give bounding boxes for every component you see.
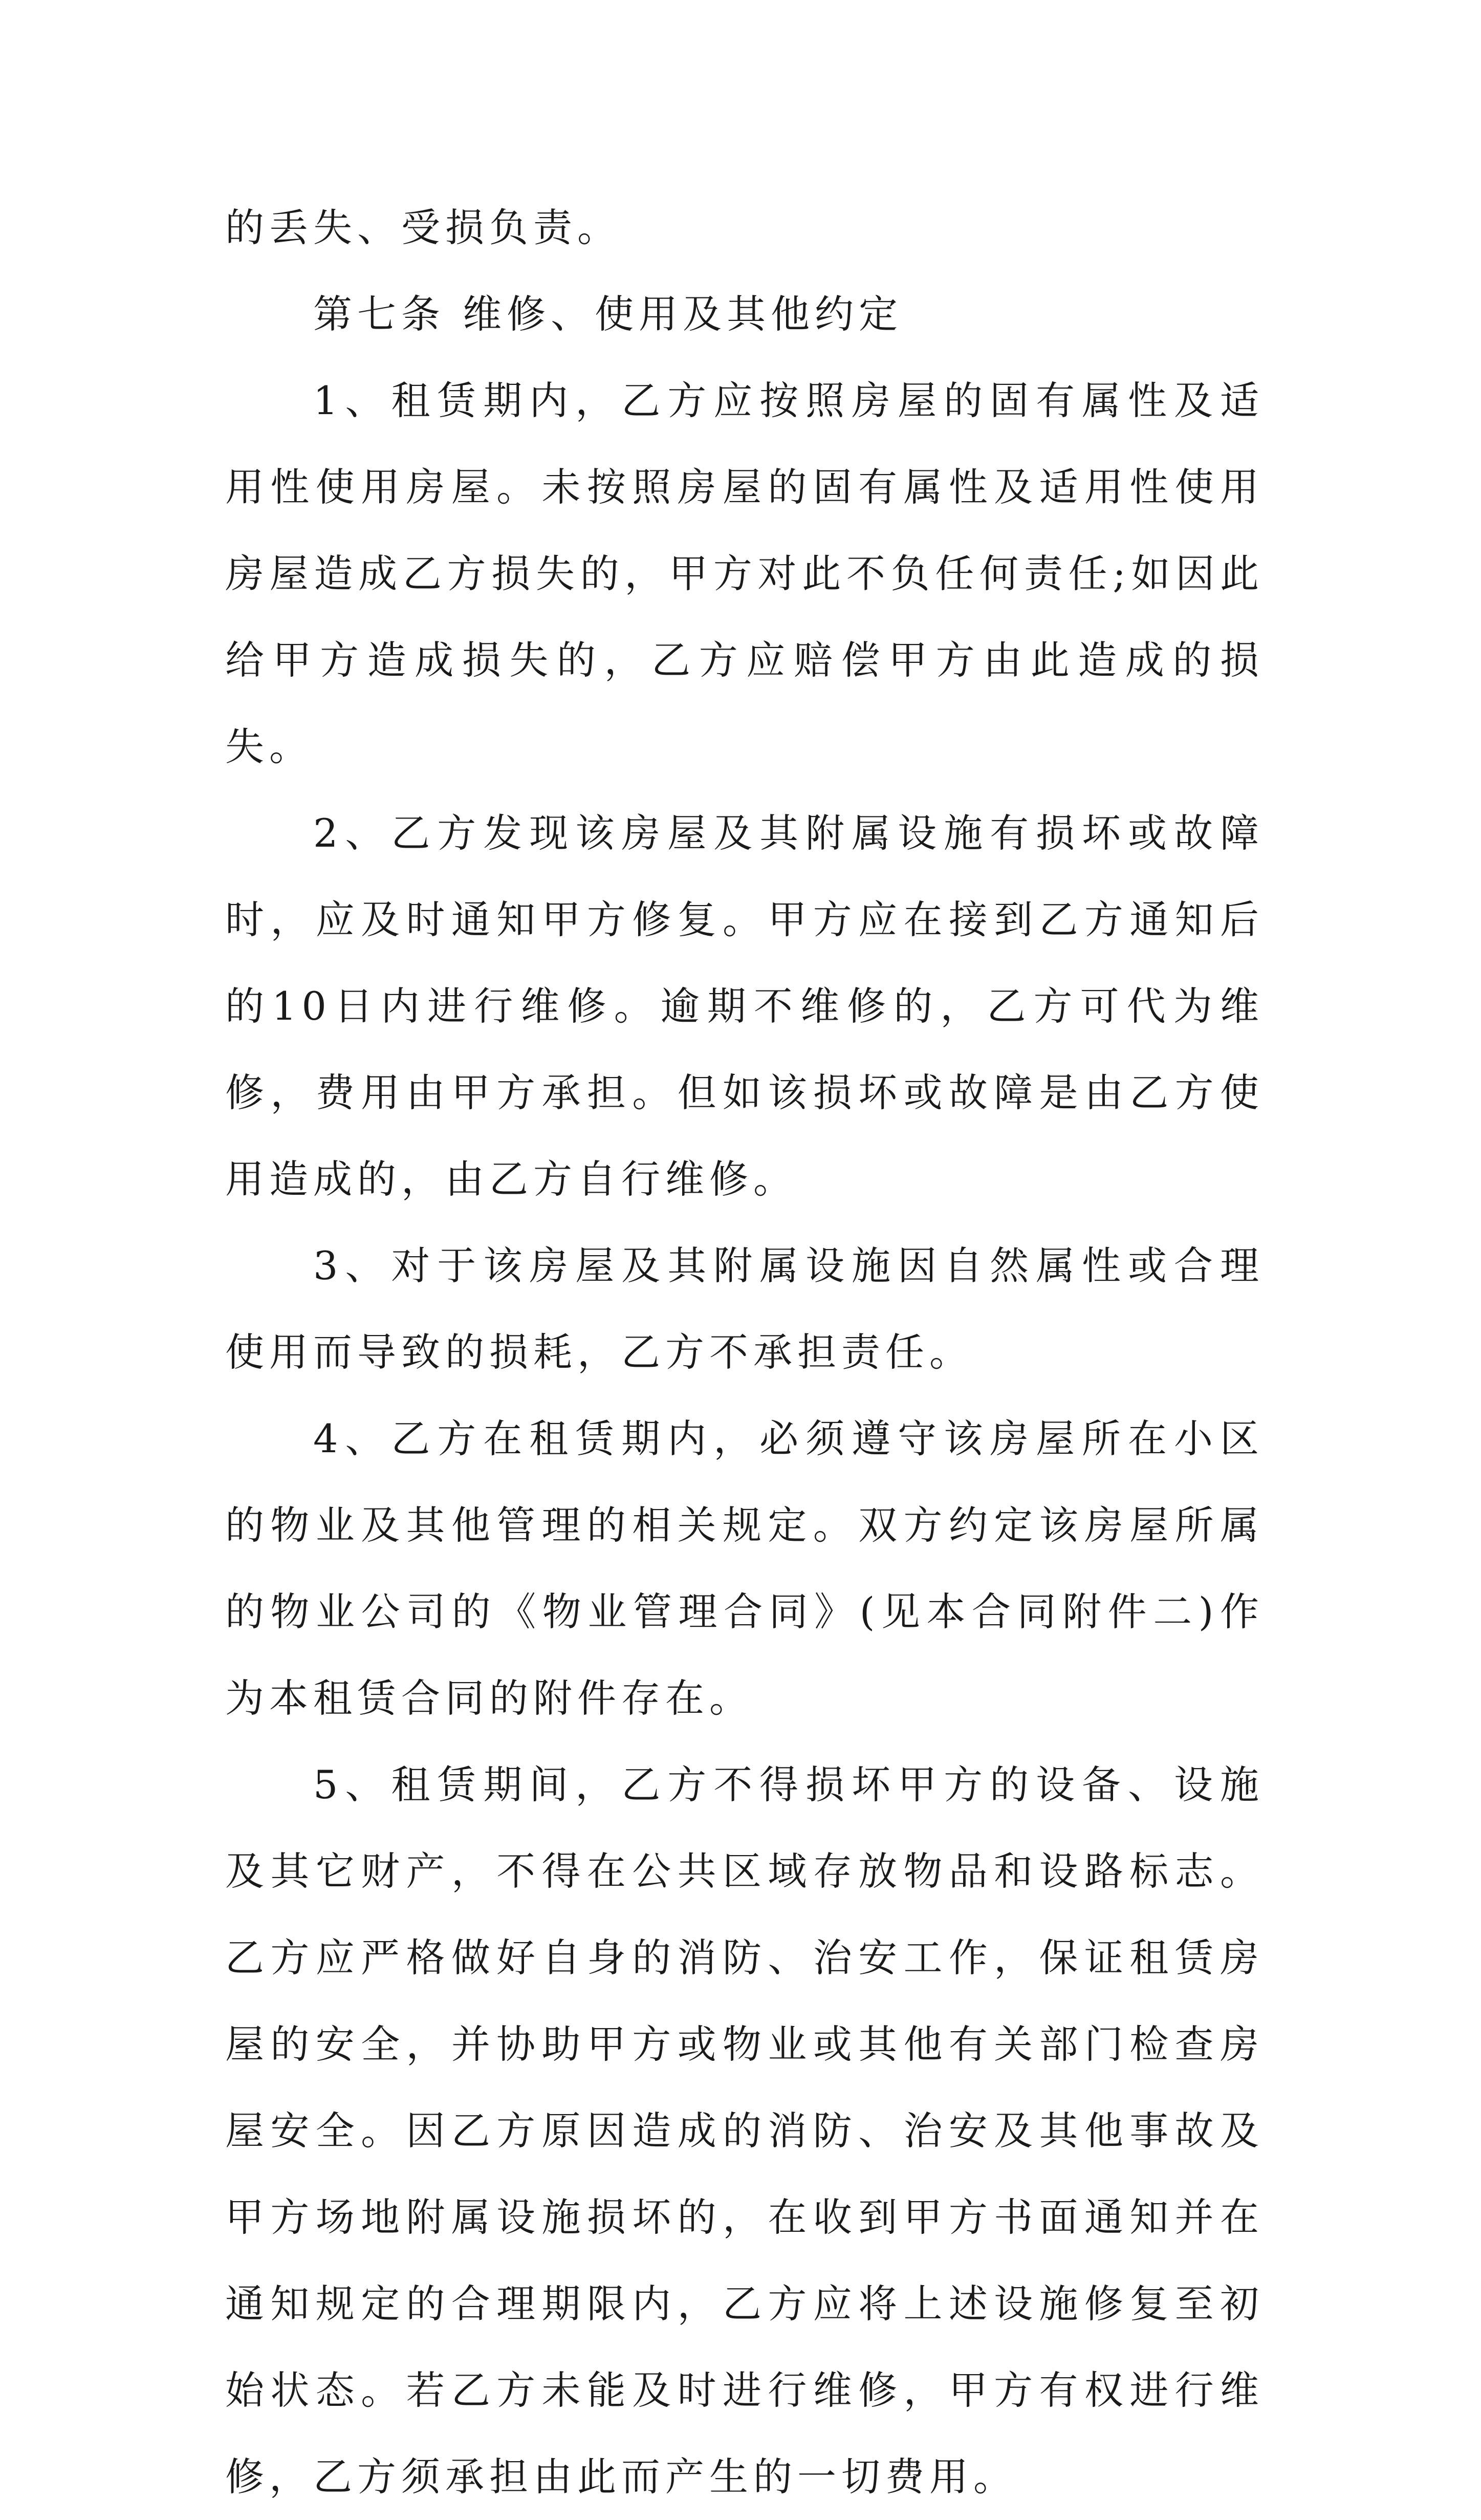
paragraph-continuation: 的丢失、受损负责。 [225,205,621,250]
article-heading: 第七条 维修、使用及其他约定 [313,291,903,337]
clause-5: 5、租赁期间，乙方不得损坏甲方的设备、设施及其它财产，不得在公共区域存放物品和设路标志。乙方应严格做好自身的消防、治安工作，保证租赁房屋的安全，并协助甲方或物业或其他有关部门检查房屋安全。因乙方原因造成的消防、治安及其他事故及甲方场地附属设施损坏的，在收到甲方书面通知并在通知规定的合理期限内，乙方应将上述设施修复至初始状态。若乙方未能及时进行维修，甲方有权进行维修，乙方须承担由此而产生的一切费用。 [225,1762,1264,2500]
clause-2: 2、乙方发现该房屋及其附属设施有损坏或故障时，应及时通知甲方修复。甲方应在接到乙方通知后的10日内进行维修。逾期不维修的，乙方可代为维修，费用由甲方承担。但如该损坏或故障是由乙方使用造成的，由乙方自行维修。 [225,810,1264,1202]
document-body [225,184,1264,2520]
clause-1: 1、租赁期内，乙方应按照房屋的固有属性及适用性使用房屋。未按照房屋的固有属性及适用性使用房屋造成乙方损失的，甲方对此不负任何责任;如因此给甲方造成损失的，乙方应赔偿甲方由此造成的损失。 [225,378,1264,769]
clause-4: 4、乙方在租赁期内，必须遵守该房屋所在小区的物业及其他管理的相关规定。双方约定该房屋所属的物业公司的《物业管理合同》(见本合同附件二)作为本租赁合同的附件存在。 [225,1416,1264,1721]
clause-3: 3、对于该房屋及其附属设施因自然属性或合理使用而导致的损耗，乙方不承担责任。 [225,1243,1264,1375]
